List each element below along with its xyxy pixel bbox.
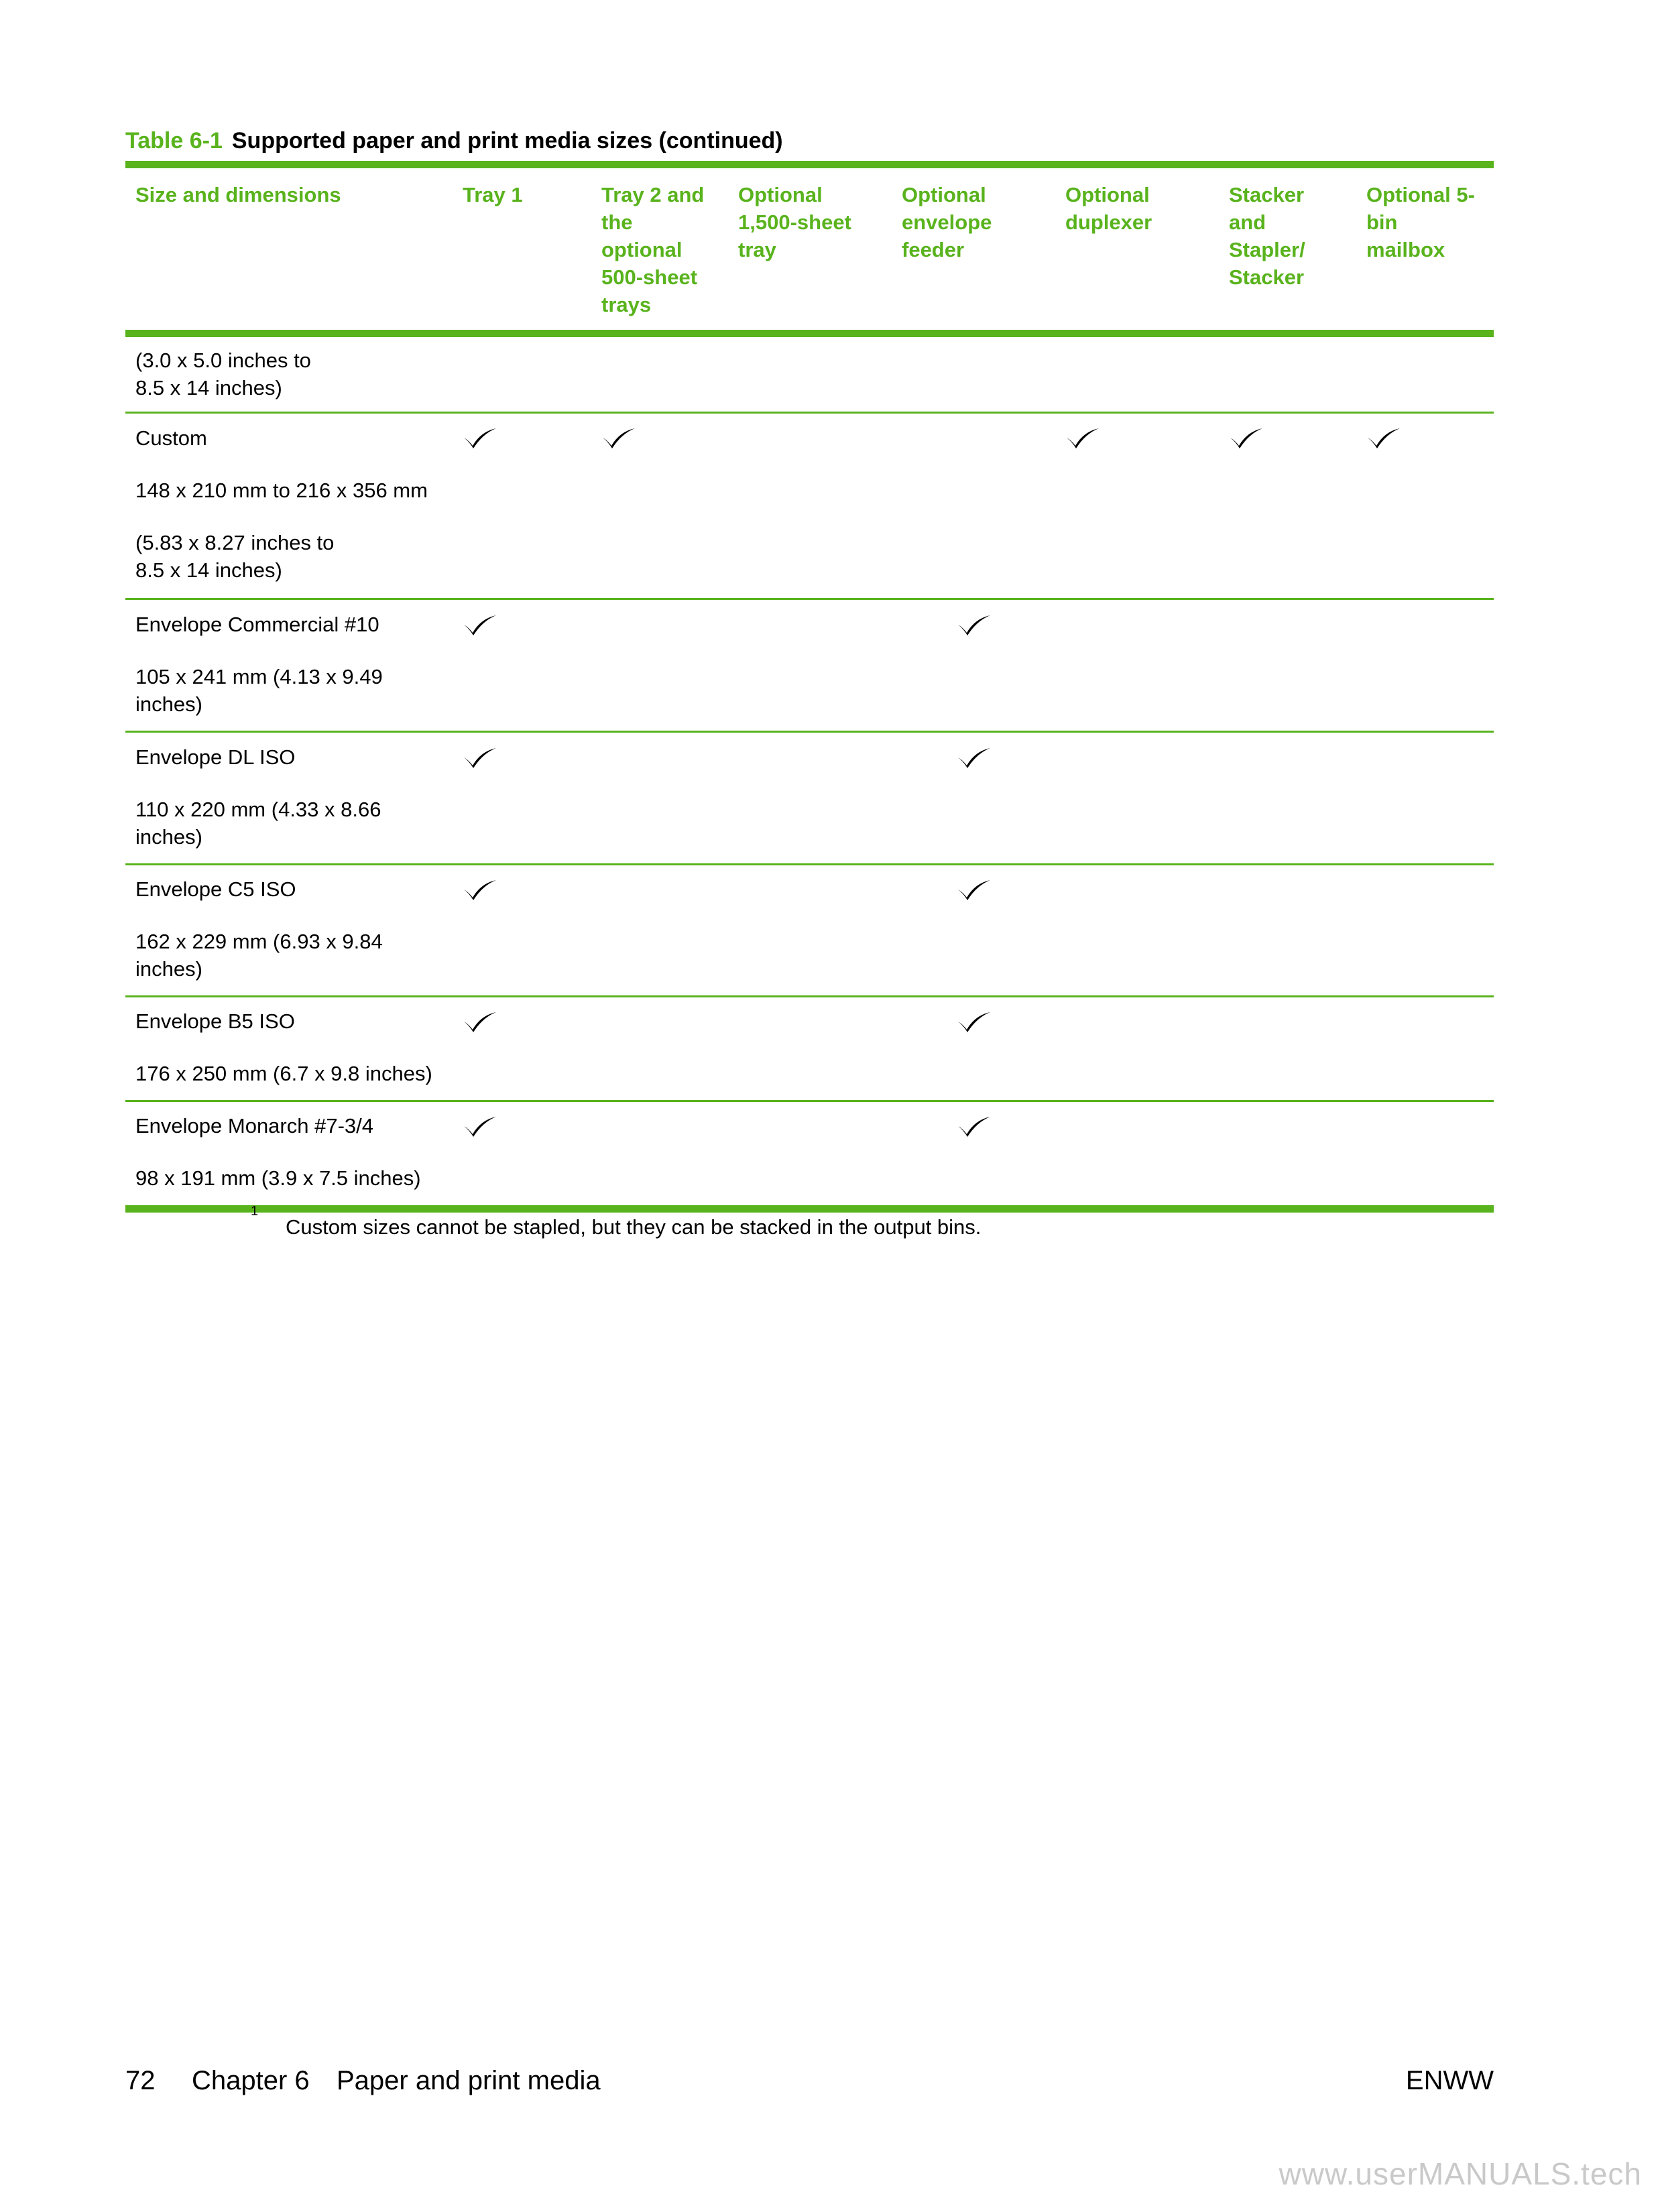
table-row-envelope-c5-iso: Envelope C5 ISO 162 x 229 mm (6.93 x 9.84 inches) (135, 877, 383, 981)
table-caption (125, 128, 783, 154)
header-stacker-stapler: Stacker and Stapler/ Stacker (1229, 183, 1305, 289)
footer-enww: ENWW (1405, 2066, 1494, 2095)
table-row-envelope-commercial-10: Envelope Commercial #10 105 x 241 mm (4.13 x 9.49 inches) (135, 613, 383, 716)
row-divider (125, 1100, 1494, 1102)
table-row-envelope-monarch: Envelope Monarch #7-3/4 98 x 191 mm (3.9 x 7.5 inches) (135, 1114, 421, 1190)
header-optional-1500-tray: Optional 1,500-sheet tray (738, 183, 851, 261)
header-envelope-feeder: Optional envelope feeder (902, 183, 992, 261)
checkmark-icon (463, 1115, 497, 1138)
header-5-bin-mailbox: Optional 5- bin mailbox (1366, 183, 1475, 261)
checkmark-icon (1065, 426, 1100, 449)
watermark: www.userMANUALS.tech (1279, 2156, 1642, 2191)
checkmark-icon (463, 746, 497, 769)
checkmark-icon (1366, 426, 1401, 449)
page-number: 72 (125, 2066, 156, 2095)
table-title: Supported paper and print media sizes (continued) (231, 128, 783, 153)
checkmark-icon (601, 426, 636, 449)
checkmark-icon (463, 878, 497, 901)
checkmark-icon (463, 613, 497, 636)
checkmark-icon (957, 1010, 992, 1033)
checkmark-icon (957, 1115, 992, 1138)
row-divider (125, 598, 1494, 600)
section-title: Paper and print media (337, 2066, 601, 2095)
checkmark-icon (1229, 426, 1264, 449)
checkmark-icon (957, 613, 992, 636)
table-row-size-range: (3.0 x 5.0 inches to 8.5 x 14 inches) (135, 349, 311, 400)
table-row-envelope-dl-iso: Envelope DL ISO 110 x 220 mm (4.33 x 8.66 inches) (135, 745, 381, 849)
row-divider (125, 412, 1494, 414)
footnote-text: Custom sizes cannot be stapled, but they can be stacked in the output bins. (286, 1215, 982, 1239)
header-size-and-dimensions: Size and dimensions (135, 183, 341, 206)
table-label: Table 6-1 (125, 128, 223, 153)
row-divider (125, 863, 1494, 865)
header-bottom-rule (125, 330, 1494, 337)
header-tray-1: Tray 1 (463, 183, 523, 206)
table-row-envelope-b5-iso: Envelope B5 ISO 176 x 250 mm (6.7 x 9.8 inches) (135, 1009, 432, 1085)
row-divider (125, 995, 1494, 997)
row-divider (125, 731, 1494, 733)
footnote-marker: 1 (251, 1204, 259, 1219)
table-top-rule (125, 161, 1494, 168)
chapter-label: Chapter 6 (192, 2066, 310, 2095)
table-row-custom: Custom 148 x 210 mm to 216 x 356 mm (5.83 x 8.27 inches to 8.5 x 14 inches) (135, 426, 428, 582)
table-bottom-rule (125, 1205, 1494, 1213)
checkmark-icon (957, 878, 992, 901)
checkmark-icon (463, 1010, 497, 1033)
checkmark-icon (463, 426, 497, 449)
header-tray-2: Tray 2 and the optional 500-sheet trays (601, 183, 705, 316)
checkmark-icon (957, 746, 992, 769)
header-duplexer: Optional duplexer (1065, 183, 1152, 234)
